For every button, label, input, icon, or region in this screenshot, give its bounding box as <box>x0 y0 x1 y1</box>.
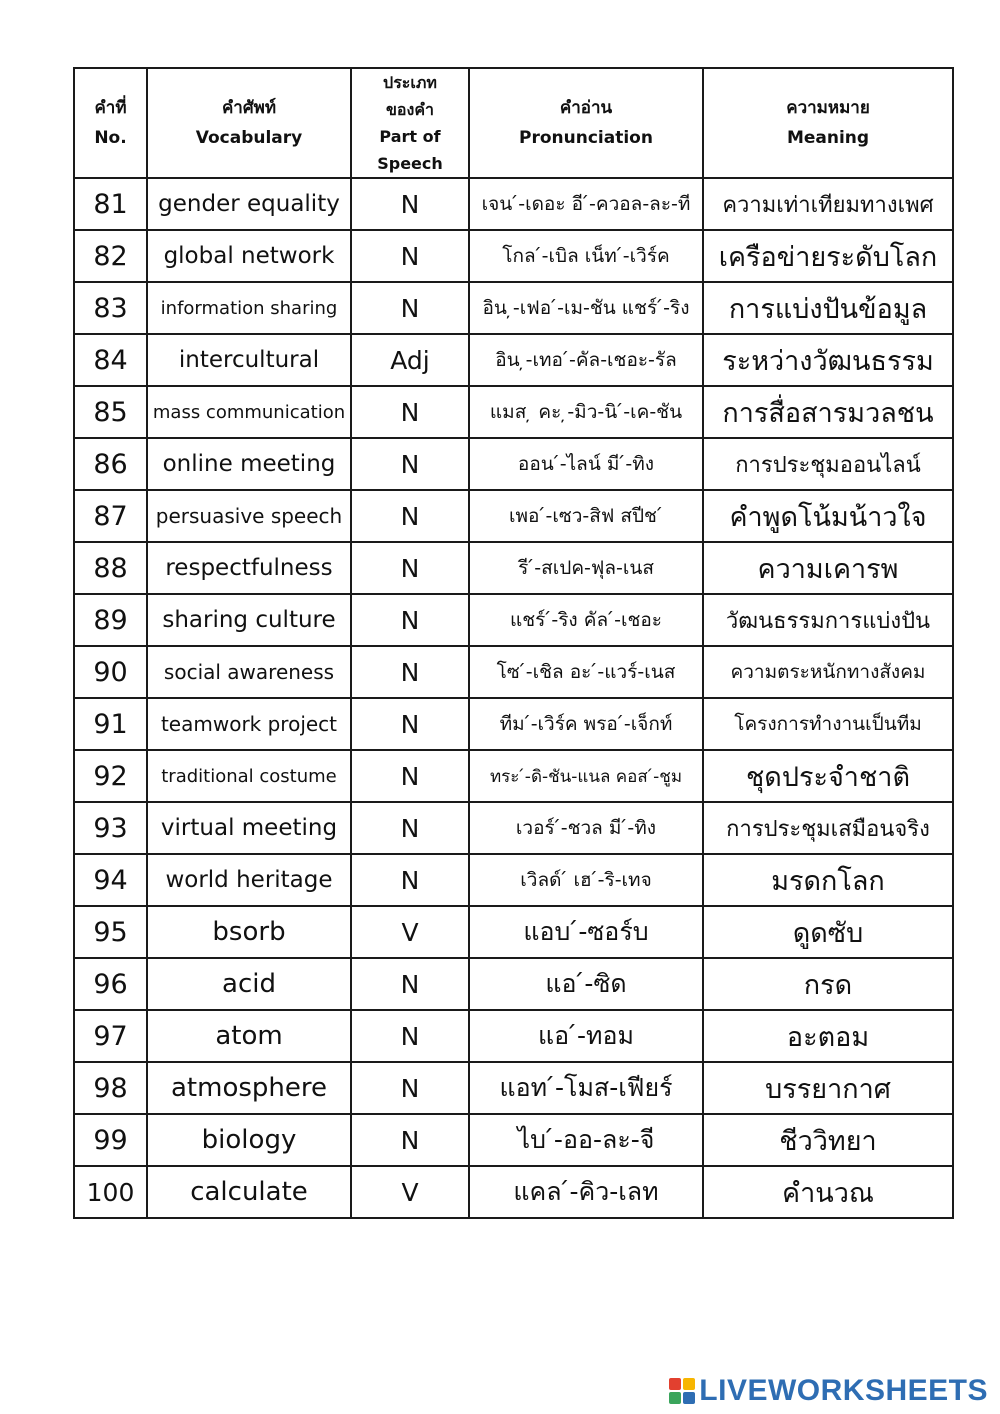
header-no <box>74 68 147 178</box>
header-meaning-en: Meaning <box>786 128 870 148</box>
meaning: โครงการทำงานเป็นทีม <box>703 698 953 750</box>
row-number: 96 <box>74 958 147 1010</box>
pronunciation: แคล ́-คิว-เลท <box>469 1166 703 1218</box>
header-pos-th-2: ของคำ <box>385 100 435 119</box>
row-number: 97 <box>74 1010 147 1062</box>
vocabulary-word: teamwork project <box>147 698 351 750</box>
table-row <box>74 750 953 802</box>
logo-square-green <box>669 1392 681 1404</box>
pronunciation: แอท ́-โมส-เฟียร์ <box>469 1062 703 1114</box>
meaning: ชุดประจำชาติ <box>703 750 953 802</box>
row-number: 84 <box>74 334 147 386</box>
pronunciation: แชร์ ́-ริง คัล ́-เชอะ <box>469 594 703 646</box>
pronunciation: โซ ́-เชิล อะ ́-แวร์-เนส <box>469 646 703 698</box>
pronunciation: ไบ ́-ออ-ละ-จี <box>469 1114 703 1166</box>
header-pronunciation-th: คำอ่าน <box>559 98 613 118</box>
part-of-speech: N <box>351 958 469 1010</box>
header-vocabulary-en: Vocabulary <box>195 128 303 148</box>
header-row <box>74 68 953 178</box>
table-row <box>74 386 953 438</box>
header-vocabulary-th: คำศัพท์ <box>221 98 277 118</box>
table-row <box>74 1114 953 1166</box>
header-pronunciation-en: Pronunciation <box>519 128 653 148</box>
table-row <box>74 282 953 334</box>
table-row <box>74 1010 953 1062</box>
part-of-speech: V <box>351 906 469 958</box>
part-of-speech: N <box>351 386 469 438</box>
pronunciation: ออน ́-ไลน์ มี ́-ทิง <box>469 438 703 490</box>
meaning: การประชุมเสมือนจริง <box>703 802 953 854</box>
pronunciation: แอ ́-ทอม <box>469 1010 703 1062</box>
row-number: 93 <box>74 802 147 854</box>
meaning: มรดกโลก <box>703 854 953 906</box>
table-row <box>74 334 953 386</box>
vocabulary-word: respectfulness <box>147 542 351 594</box>
logo-square-blue <box>683 1392 695 1404</box>
header-meaning <box>703 68 953 178</box>
header-no-en: No. <box>94 128 127 148</box>
pronunciation: แอบ ́-ซอร์บ <box>469 906 703 958</box>
row-number: 81 <box>74 178 147 230</box>
meaning: ความเคารพ <box>703 542 953 594</box>
vocabulary-word: virtual meeting <box>147 802 351 854</box>
vocabulary-word: sharing culture <box>147 594 351 646</box>
table-row <box>74 646 953 698</box>
meaning: เครือข่ายระดับโลก <box>703 230 953 282</box>
meaning: ชีววิทยา <box>703 1114 953 1166</box>
vocabulary-word: information sharing <box>147 282 351 334</box>
pronunciation: อิน ̦-เฟอ ́-เม-ชัน แชร์ ́-ริง <box>469 282 703 334</box>
part-of-speech: N <box>351 438 469 490</box>
row-number: 86 <box>74 438 147 490</box>
part-of-speech: N <box>351 750 469 802</box>
part-of-speech: N <box>351 1062 469 1114</box>
row-number: 89 <box>74 594 147 646</box>
vocabulary-word: atmosphere <box>147 1062 351 1114</box>
part-of-speech: N <box>351 542 469 594</box>
header-part-of-speech <box>351 68 469 178</box>
row-number: 94 <box>74 854 147 906</box>
table-row <box>74 802 953 854</box>
meaning: กรด <box>703 958 953 1010</box>
pronunciation: เวอร์ ́-ชวล มี ́-ทิง <box>469 802 703 854</box>
pronunciation: เวิลด์ ́ เฮ ́-ริ-เทจ <box>469 854 703 906</box>
row-number: 100 <box>74 1166 147 1218</box>
meaning: ความตระหนักทางสังคม <box>703 646 953 698</box>
vocabulary-word: gender equality <box>147 178 351 230</box>
table-row <box>74 958 953 1010</box>
part-of-speech: N <box>351 178 469 230</box>
brand-name: LIVEWORKSHEETS <box>699 1374 988 1407</box>
header-vocabulary <box>147 68 351 178</box>
vocabulary-word: social awareness <box>147 646 351 698</box>
pronunciation: แมส ̦ คะ ̦-มิว-นิ ́-เค-ชัน <box>469 386 703 438</box>
vocabulary-word: online meeting <box>147 438 351 490</box>
part-of-speech: N <box>351 1010 469 1062</box>
header-pos-en-1: Part of <box>379 127 441 146</box>
row-number: 99 <box>74 1114 147 1166</box>
table-row <box>74 1166 953 1218</box>
part-of-speech: N <box>351 1114 469 1166</box>
table-row <box>74 906 953 958</box>
row-number: 83 <box>74 282 147 334</box>
table-row <box>74 854 953 906</box>
meaning: บรรยากาศ <box>703 1062 953 1114</box>
vocabulary-word: bsorb <box>147 906 351 958</box>
meaning: การสื่อสารมวลชน <box>703 386 953 438</box>
part-of-speech: N <box>351 282 469 334</box>
header-meaning-th: ความหมาย <box>786 98 870 118</box>
table-row <box>74 230 953 282</box>
vocabulary-word: global network <box>147 230 351 282</box>
table-row <box>74 438 953 490</box>
pronunciation: โกล ́-เบิล เน็ท ́-เวิร์ค <box>469 230 703 282</box>
meaning: ความเท่าเทียมทางเพศ <box>703 178 953 230</box>
row-number: 92 <box>74 750 147 802</box>
table-row <box>74 542 953 594</box>
part-of-speech: N <box>351 594 469 646</box>
row-number: 98 <box>74 1062 147 1114</box>
row-number: 90 <box>74 646 147 698</box>
header-pos-th-1: ประเภท <box>383 73 437 92</box>
pronunciation: แอ ́-ซิด <box>469 958 703 1010</box>
row-number: 85 <box>74 386 147 438</box>
vocabulary-table <box>73 67 954 1219</box>
pronunciation: รี ́-สเปค-ฟุล-เนส <box>469 542 703 594</box>
vocabulary-word: mass communication <box>147 386 351 438</box>
logo-square-red <box>669 1378 681 1390</box>
pronunciation: อิน ̦-เทอ ́-คัล-เชอะ-รัล <box>469 334 703 386</box>
part-of-speech: N <box>351 802 469 854</box>
vocabulary-word: persuasive speech <box>147 490 351 542</box>
row-number: 88 <box>74 542 147 594</box>
vocabulary-word: acid <box>147 958 351 1010</box>
vocabulary-word: traditional costume <box>147 750 351 802</box>
meaning: คำนวณ <box>703 1166 953 1218</box>
table-row <box>74 178 953 230</box>
pronunciation: ทระ ́-ดิ-ชัน-แนล คอส ́-ชูม <box>469 750 703 802</box>
vocabulary-word: biology <box>147 1114 351 1166</box>
table-row <box>74 1062 953 1114</box>
vocabulary-word: intercultural <box>147 334 351 386</box>
pronunciation: เพอ ́-เซว-สิฟ สปีช ́ <box>469 490 703 542</box>
liveworksheets-brand[interactable] <box>669 1374 988 1408</box>
part-of-speech: N <box>351 646 469 698</box>
meaning: คำพูดโน้มน้าวใจ <box>703 490 953 542</box>
table-row <box>74 698 953 750</box>
part-of-speech: N <box>351 230 469 282</box>
header-no-th: คำที่ <box>94 98 127 118</box>
header-pos-en-2: Speech <box>377 154 443 173</box>
part-of-speech: N <box>351 854 469 906</box>
vocabulary-word: atom <box>147 1010 351 1062</box>
part-of-speech: N <box>351 490 469 542</box>
header-pronunciation <box>469 68 703 178</box>
row-number: 82 <box>74 230 147 282</box>
table-row <box>74 594 953 646</box>
meaning: การประชุมออนไลน์ <box>703 438 953 490</box>
logo-square-yellow <box>683 1378 695 1390</box>
part-of-speech: V <box>351 1166 469 1218</box>
meaning: ระหว่างวัฒนธรรม <box>703 334 953 386</box>
row-number: 91 <box>74 698 147 750</box>
part-of-speech: N <box>351 698 469 750</box>
row-number: 95 <box>74 906 147 958</box>
row-number: 87 <box>74 490 147 542</box>
vocabulary-word: calculate <box>147 1166 351 1218</box>
pronunciation: ทีม ́-เวิร์ค พรอ ́-เจ็กท์ <box>469 698 703 750</box>
pronunciation: เจน ́-เดอะ อี ́-ควอล-ละ-ที <box>469 178 703 230</box>
meaning: วัฒนธรรมการแบ่งปัน <box>703 594 953 646</box>
table-row <box>74 490 953 542</box>
meaning: อะตอม <box>703 1010 953 1062</box>
part-of-speech: Adj <box>351 334 469 386</box>
meaning: การแบ่งปันข้อมูล <box>703 282 953 334</box>
vocabulary-word: world heritage <box>147 854 351 906</box>
liveworksheets-logo-icon <box>669 1378 695 1404</box>
meaning: ดูดซับ <box>703 906 953 958</box>
